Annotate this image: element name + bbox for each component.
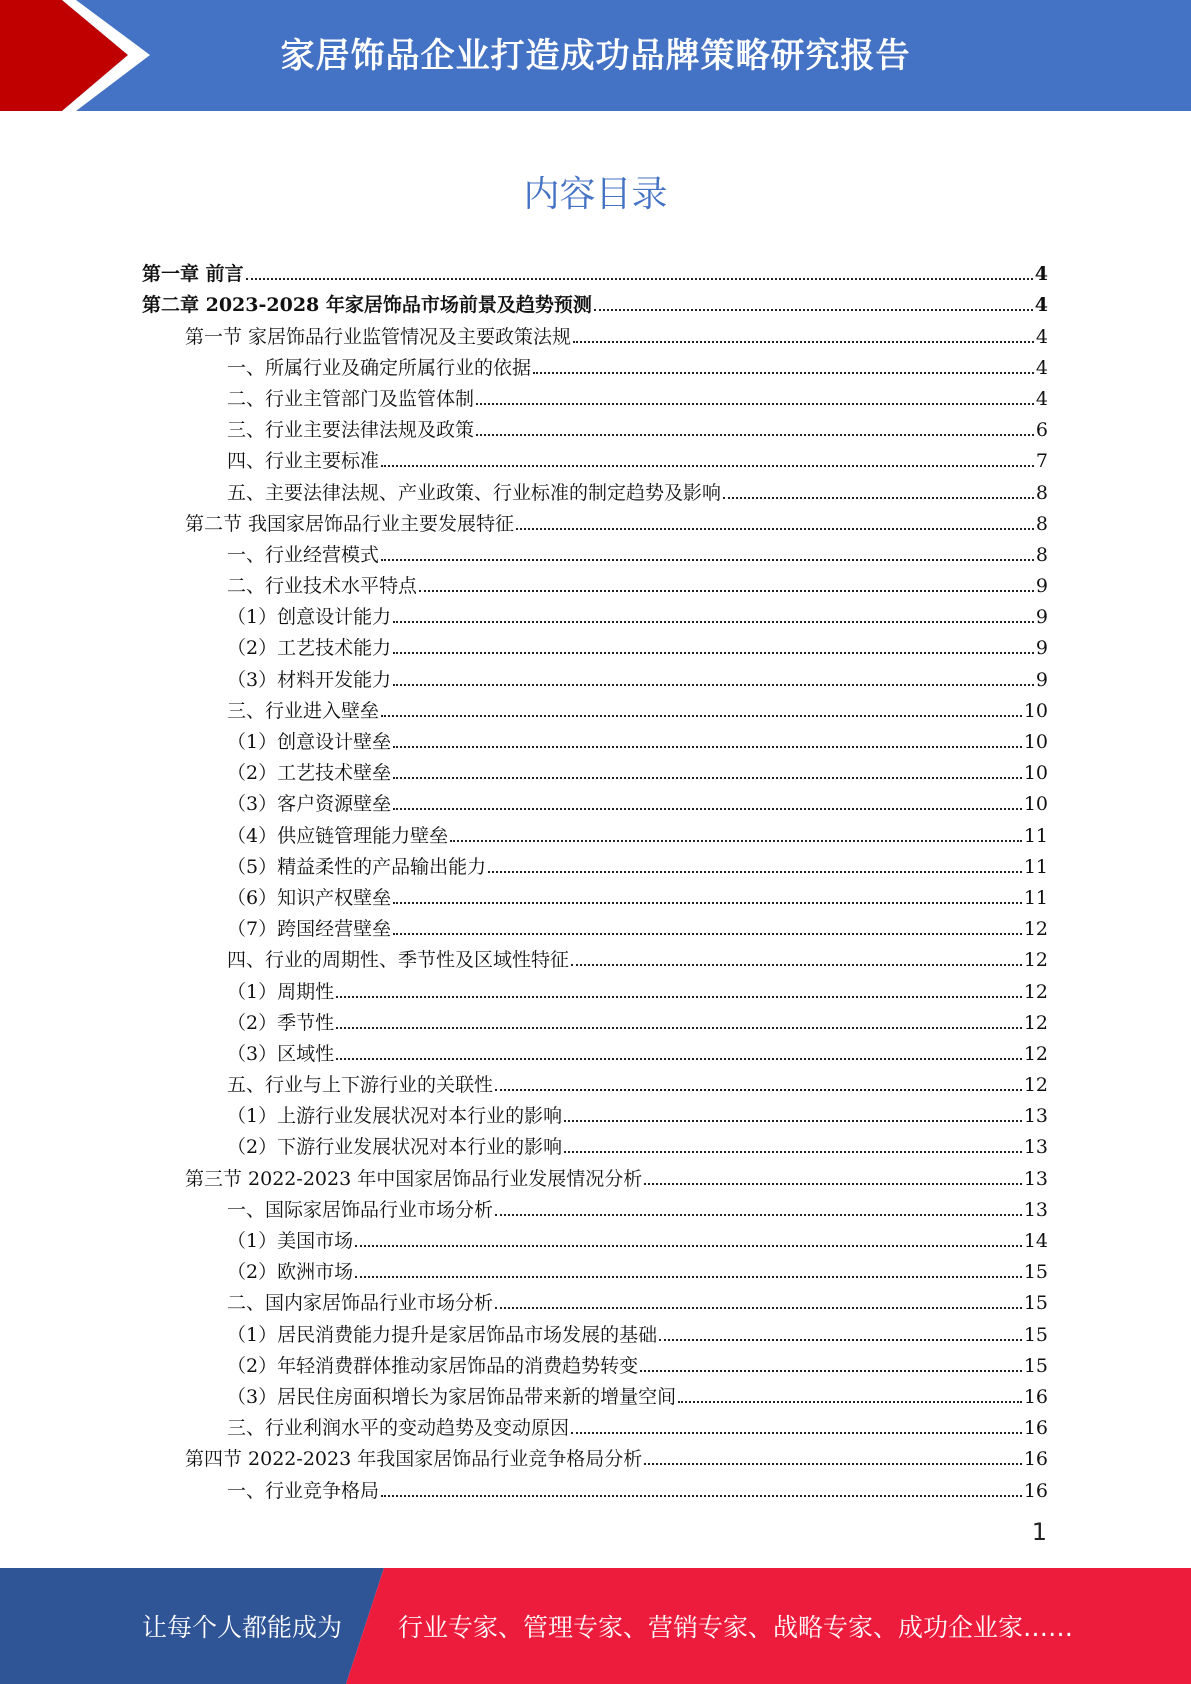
toc-leader-dots	[488, 871, 1022, 873]
toc-entry[interactable]	[142, 348, 1048, 379]
toc-entry[interactable]	[142, 1003, 1048, 1034]
toc-entry-title: （1）创意设计壁垒	[227, 731, 392, 753]
toc-entry-page: 10	[1023, 762, 1048, 785]
toc-entry-page: 16	[1023, 1479, 1048, 1502]
toc-entry[interactable]	[142, 847, 1048, 878]
toc-entry-title: （7）跨国经营壁垒	[227, 918, 392, 941]
toc-entry-page: 9	[1035, 668, 1048, 691]
toc-leader-dots	[495, 1089, 1022, 1091]
toc-entry[interactable]	[142, 940, 1048, 971]
toc-entry-page: 8	[1035, 481, 1048, 504]
toc-entry-title: （2）下游行业发展状况对本行业的影响	[227, 1136, 563, 1159]
header-band	[0, 0, 1191, 111]
toc-entry-page: 14	[1023, 1230, 1048, 1252]
toc-entry-page: 6	[1035, 419, 1048, 442]
toc-leader-dots	[644, 1183, 1022, 1185]
toc-leader-dots	[355, 1245, 1022, 1247]
toc-entry[interactable]	[142, 285, 1048, 316]
toc-entry-title: （3）客户资源壁垒	[227, 793, 392, 816]
toc-entry-title: 五、行业与上下游行业的关联性	[227, 1074, 494, 1097]
toc-entry-title: （1）居民消费能力提升是家居饰品市场发展的基础	[227, 1323, 658, 1346]
toc-leader-dots	[573, 341, 1034, 343]
toc-entry[interactable]	[142, 628, 1048, 659]
toc-entry-title: 第四节 2022-2023 年我国家居饰品行业竞争格局分析	[185, 1448, 643, 1471]
toc-entry[interactable]	[142, 504, 1048, 535]
toc-entry-title: （4）供应链管理能力壁垒	[227, 824, 449, 847]
toc-entry-page: 16	[1023, 1385, 1048, 1408]
toc-entry[interactable]	[142, 1221, 1048, 1252]
toc-leader-dots	[393, 777, 1022, 779]
toc-entry-page: 15	[1023, 1261, 1048, 1284]
toc-leader-dots	[564, 1151, 1022, 1153]
toc-entry-page: 12	[1023, 949, 1048, 972]
toc-entry[interactable]	[142, 316, 1048, 347]
toc-entry-page: 15	[1023, 1292, 1048, 1315]
toc-entry-title: 二、行业主管部门及监管体制	[227, 387, 475, 410]
toc-entry-title: （1）上游行业发展状况对本行业的影响	[227, 1105, 563, 1128]
toc-leader-dots	[495, 1307, 1022, 1309]
toc-entry[interactable]	[142, 815, 1048, 846]
toc-leader-dots	[533, 372, 1034, 374]
toc-entry-page: 13	[1023, 1198, 1048, 1221]
toc-entry-title: （2）季节性	[227, 1011, 335, 1034]
toc-entry[interactable]	[142, 379, 1048, 410]
toc-entry-title: 一、行业竞争格局	[227, 1479, 380, 1502]
toc-entry-page: 15	[1023, 1323, 1048, 1346]
toc-entry-page: 4	[1035, 356, 1048, 379]
toc-entry-title: 三、行业主要法律法规及政策	[227, 419, 475, 442]
toc-entry[interactable]	[142, 1346, 1048, 1377]
footer-slogan-left: 让每个人都能成为	[142, 1613, 343, 1642]
toc-leader-dots	[393, 621, 1034, 623]
toc-entry[interactable]	[142, 410, 1048, 441]
toc-entry-page: 13	[1023, 1105, 1048, 1128]
toc-entry-title: （1）周期性	[227, 980, 335, 1003]
toc-leader-dots	[659, 1339, 1022, 1341]
toc-entry-page: 10	[1023, 731, 1048, 753]
toc-entry[interactable]	[142, 784, 1048, 815]
toc-entry-title: 第一节 家居饰品行业监管情况及主要政策法规	[185, 325, 572, 348]
toc-entry-page: 12	[1023, 1011, 1048, 1034]
toc-entry-page: 12	[1023, 1074, 1048, 1097]
toc-entry-page: 13	[1023, 1167, 1048, 1190]
toc-entry-page: 4	[1035, 325, 1048, 348]
toc-entry-title: 四、行业主要标准	[227, 450, 380, 473]
toc-entry-page: 8	[1035, 543, 1048, 566]
toc-entry[interactable]	[142, 971, 1048, 1002]
toc-entry[interactable]	[142, 1314, 1048, 1345]
toc-entry-page: 7	[1035, 450, 1048, 473]
page-number: 1	[1031, 1518, 1047, 1546]
toc-entry-title: （3）区域性	[227, 1042, 335, 1065]
toc-leader-dots	[495, 1214, 1022, 1216]
toc-entry-title: （1）美国市场	[227, 1230, 354, 1252]
table-of-contents	[142, 254, 1048, 1502]
toc-entry[interactable]	[142, 1034, 1048, 1065]
toc-heading: 内容目录	[523, 174, 668, 215]
toc-leader-dots	[393, 902, 1022, 904]
toc-leader-dots	[450, 840, 1022, 842]
toc-entry[interactable]	[142, 1252, 1048, 1283]
toc-entry[interactable]	[142, 878, 1048, 909]
toc-entry-page: 9	[1035, 575, 1048, 598]
toc-entry-page: 4	[1034, 263, 1048, 286]
toc-entry-page: 13	[1023, 1136, 1048, 1159]
toc-leader-dots	[678, 1401, 1022, 1403]
toc-entry-page: 9	[1035, 637, 1048, 660]
toc-leader-dots	[393, 684, 1034, 686]
toc-entry[interactable]	[142, 441, 1048, 472]
toc-entry-title: 二、行业技术水平特点	[227, 575, 418, 598]
toc-entry-page: 4	[1035, 387, 1048, 410]
footer-band	[0, 1568, 1191, 1684]
toc-leader-dots	[393, 746, 1022, 748]
toc-entry[interactable]	[142, 1096, 1048, 1127]
toc-entry[interactable]	[142, 535, 1048, 566]
toc-entry[interactable]	[142, 1470, 1048, 1501]
toc-leader-dots	[594, 309, 1033, 311]
toc-leader-dots	[336, 996, 1022, 998]
toc-entry-page: 12	[1023, 980, 1048, 1003]
toc-entry-title: （2）欧洲市场	[227, 1261, 354, 1284]
toc-leader-dots	[381, 1495, 1022, 1497]
toc-leader-dots	[476, 403, 1034, 405]
header-arrow-decoration	[0, 0, 160, 111]
toc-leader-dots	[419, 590, 1034, 592]
toc-entry[interactable]	[142, 566, 1048, 597]
toc-leader-dots	[393, 652, 1034, 654]
toc-leader-dots	[516, 528, 1034, 530]
toc-entry[interactable]	[142, 597, 1048, 628]
toc-entry[interactable]	[142, 1439, 1048, 1470]
toc-leader-dots	[644, 1463, 1022, 1465]
toc-entry-page: 8	[1035, 512, 1048, 535]
toc-leader-dots	[476, 434, 1034, 436]
toc-entry-page: 11	[1023, 824, 1048, 847]
toc-entry-title: （3）居民住房面积增长为家居饰品带来新的增量空间	[227, 1385, 677, 1408]
toc-entry-title: 第二节 我国家居饰品行业主要发展特征	[185, 512, 515, 535]
toc-leader-dots	[336, 1027, 1022, 1029]
toc-entry[interactable]	[142, 722, 1048, 753]
toc-entry-page: 11	[1023, 886, 1048, 909]
toc-entry[interactable]	[142, 753, 1048, 784]
toc-leader-dots	[393, 933, 1022, 935]
toc-entry[interactable]	[142, 1158, 1048, 1189]
toc-entry[interactable]	[142, 659, 1048, 690]
toc-entry-title: （3）材料开发能力	[227, 668, 392, 691]
toc-entry[interactable]	[142, 1065, 1048, 1096]
toc-entry-page: 16	[1023, 1448, 1048, 1471]
toc-entry-title: （5）精益柔性的产品输出能力	[227, 855, 487, 878]
toc-entry-page: 10	[1023, 793, 1048, 816]
toc-entry-title: 第二章 2023-2028 年家居饰品市场前景及趋势预测	[142, 294, 592, 317]
toc-entry-page: 11	[1023, 855, 1048, 878]
toc-entry-page: 12	[1023, 1042, 1048, 1065]
toc-leader-dots	[564, 1120, 1022, 1122]
toc-entry[interactable]	[142, 909, 1048, 940]
toc-leader-dots	[246, 278, 1033, 280]
toc-entry-title: 一、国际家居饰品行业市场分析	[227, 1198, 494, 1221]
toc-entry-title: 第三节 2022-2023 年中国家居饰品行业发展情况分析	[185, 1167, 643, 1190]
toc-entry-title: （2）工艺技术壁垒	[227, 762, 392, 785]
toc-entry-page: 4	[1034, 294, 1048, 317]
toc-entry[interactable]	[142, 691, 1048, 722]
toc-entry-page: 15	[1023, 1354, 1048, 1377]
toc-leader-dots	[571, 964, 1022, 966]
toc-entry-title: 一、所属行业及确定所属行业的依据	[227, 356, 532, 379]
toc-entry-title: 五、主要法律法规、产业政策、行业标准的制定趋势及影响	[227, 481, 722, 504]
toc-entry-page: 12	[1023, 918, 1048, 941]
toc-entry-title: （1）创意设计能力	[227, 606, 392, 629]
toc-entry-title: （2）工艺技术能力	[227, 637, 392, 660]
toc-entry[interactable]	[142, 1377, 1048, 1408]
toc-entry-title: 第一章 前言	[142, 263, 244, 286]
toc-leader-dots	[381, 715, 1022, 717]
toc-entry[interactable]	[142, 1190, 1048, 1221]
toc-leader-dots	[723, 497, 1034, 499]
toc-entry[interactable]	[142, 1127, 1048, 1158]
toc-leader-dots	[393, 808, 1022, 810]
toc-leader-dots	[336, 1058, 1022, 1060]
report-title: 家居饰品企业打造成功品牌策略研究报告	[280, 35, 911, 76]
toc-entry-page: 16	[1023, 1417, 1048, 1440]
toc-leader-dots	[640, 1370, 1022, 1372]
toc-entry[interactable]	[142, 1408, 1048, 1439]
toc-leader-dots	[381, 559, 1034, 561]
toc-entry[interactable]	[142, 254, 1048, 285]
toc-entry-title: 三、行业进入壁垒	[227, 699, 380, 722]
toc-entry-title: 三、行业利润水平的变动趋势及变动原因	[227, 1417, 570, 1440]
toc-leader-dots	[355, 1276, 1022, 1278]
toc-entry[interactable]	[142, 1283, 1048, 1314]
footer-slogan-right: 行业专家、管理专家、营销专家、战略专家、成功企业家……	[398, 1613, 1074, 1642]
toc-entry-page: 9	[1035, 606, 1048, 629]
toc-entry-page: 10	[1023, 699, 1048, 722]
toc-entry-title: 四、行业的周期性、季节性及区域性特征	[227, 949, 570, 972]
toc-entry-title: （2）年轻消费群体推动家居饰品的消费趋势转变	[227, 1354, 639, 1377]
toc-entry[interactable]	[142, 472, 1048, 503]
toc-entry-title: （6）知识产权壁垒	[227, 886, 392, 909]
toc-entry-title: 二、国内家居饰品行业市场分析	[227, 1292, 494, 1315]
toc-entry-title: 一、行业经营模式	[227, 543, 380, 566]
toc-leader-dots	[571, 1432, 1022, 1434]
toc-leader-dots	[381, 465, 1034, 467]
